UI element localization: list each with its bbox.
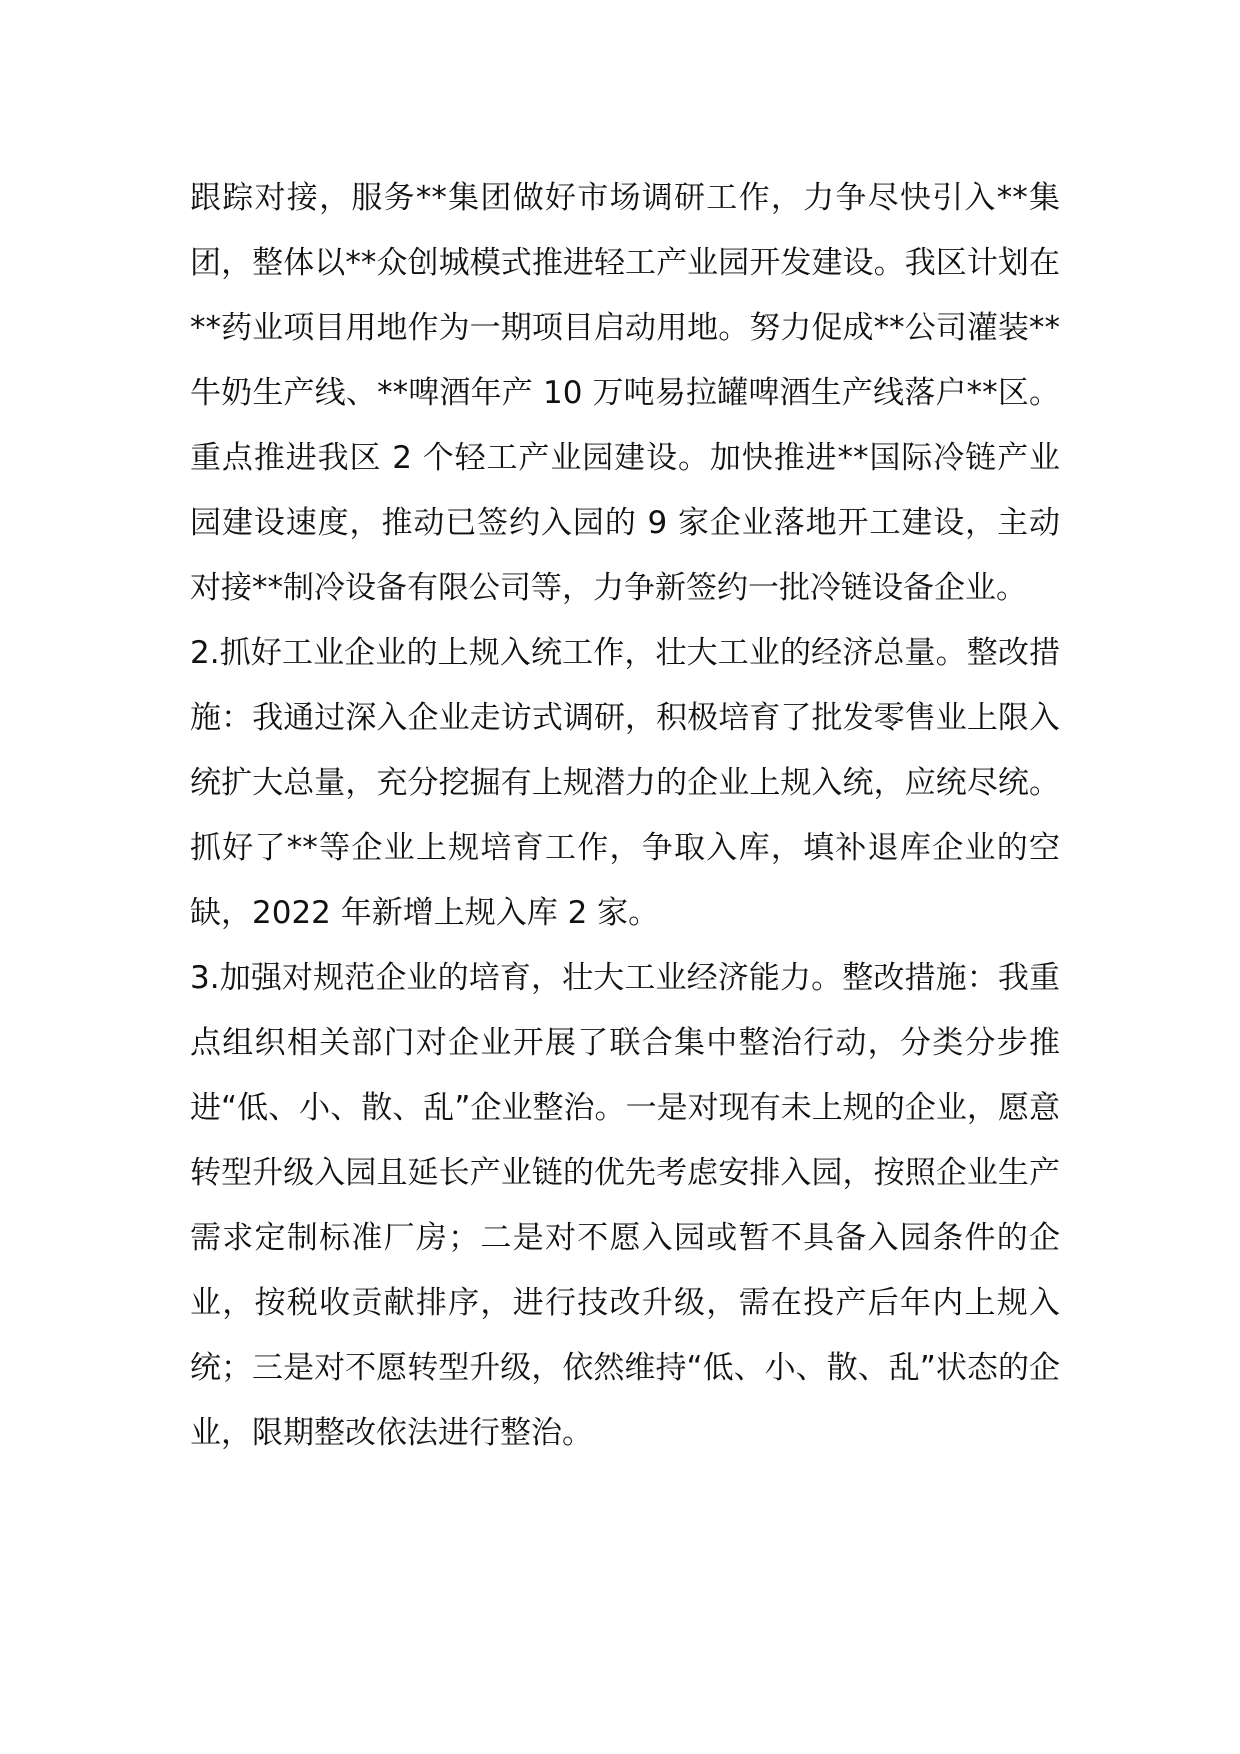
paragraph-1: 跟踪对接，服务**集团做好市场调研工作，力争尽快引入**集团，整体以**众创城模式推进轻工产业园开发建设。我区计划在**药业项目用地作为一期项目启动用地。努力促成**公司灌装**牛奶生产线、**啤酒年产 10 万吨易拉罐啤酒生产线落户**区。重点推进我区 2 个轻工产业园建设。加快推进**国际冷链产业园建设速度，推动已签约入园的 9 家企业落地开工建设，主动对接**制冷设备有限公司等，力争新签约一批冷链设备企业。 xyxy=(190,180,1060,606)
document-body xyxy=(190,166,1060,1466)
paragraph-2: 2.抓好工业企业的上规入统工作，壮大工业的经济总量。整改措施：我通过深入企业走访式调研，积极培育了批发零售业上限入统扩大总量，充分挖掘有上规潜力的企业上规入统，应统尽统。抓好了**等企业上规培育工作，争取入库，填补退库企业的空缺，2022 年新增上规入库 2 家。 xyxy=(190,635,1060,931)
paragraph-3: 3.加强对规范企业的培育，壮大工业经济能力。整改措施：我重点组织相关部门对企业开展了联合集中整治行动，分类分步推进“低、小、散、乱”企业整治。一是对现有未上规的企业，愿意转型升级入园且延长产业链的优先考虑安排入园，按照企业生产需求定制标准厂房；二是对不愿入园或暂不具备入园条件的企业，按税收贡献排序，进行技改升级，需在投产后年内上规入统；三是对不愿转型升级，依然维持“低、小、散、乱”状态的企业，限期整改依法进行整治。 xyxy=(190,960,1060,1451)
